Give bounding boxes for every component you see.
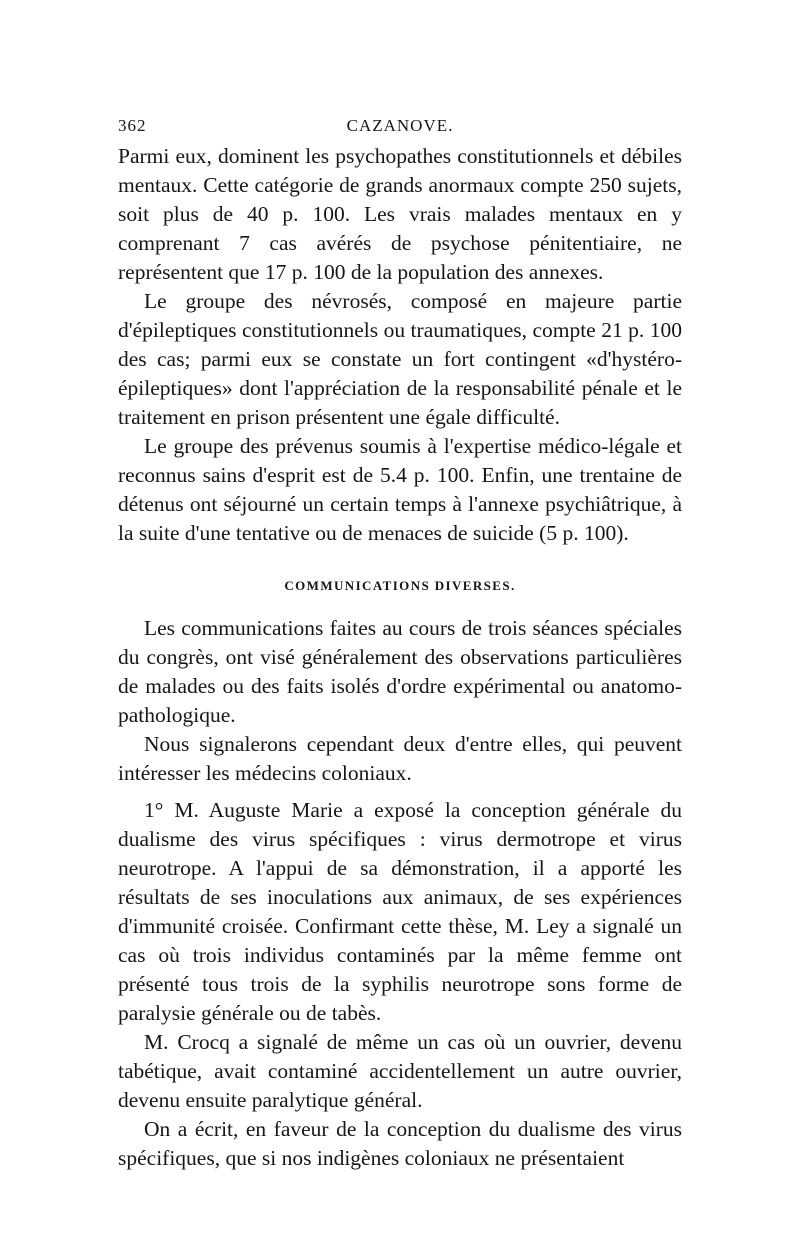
paragraph-psychopathes: Parmi eux, dominent les psychopathes constitutionnels et débiles mentaux. Cette catégorie de grands anormaux compte 250 sujets, soit plus de 40 p. 100. Les vrais malades mentaux en y comprenant 7 cas avérés de psychose pénitentiaire, ne représentent que 17 p. 100 de la population des annexes. [118, 144, 682, 284]
paragraph-prevenus: Le groupe des prévenus soumis à l'expertise médico-légale et reconnus sains d'esprit est de 5.4 p. 100. Enfin, une trentaine de détenus ont séjourné un certain temps à l'annexe psychiâtrique, à la suite d'une tentative ou de menaces de suicide (5 p. 100). [118, 434, 682, 545]
running-header [118, 108, 682, 142]
paragraph-nevroses: Le groupe des névrosés, composé en majeure partie d'épileptiques constitutionnels ou traumatiques, compte 21 p. 100 des cas; parmi eux se constate un fort contingent «d'hystéro-épileptiques» dont l'appréciation de la responsabilité pénale et le traitement en prison présentent une égale difficulté. [118, 289, 682, 429]
page-number: 362 [118, 116, 147, 135]
section-heading: COMMUNICATIONS DIVERSES. [284, 578, 516, 593]
paragraph-signalerons: Nous signalerons cependant deux d'entre elles, qui peuvent intéresser les médecins coloniaux. [118, 732, 682, 785]
paragraph-gap [118, 788, 682, 796]
book-page [118, 108, 682, 1173]
paragraph-communications: Les communications faites au cours de trois séances spéciales du congrès, ont visé généralement des observations particulières de malades ou des faits isolés d'ordre expérimental ou anatomo-pathologique. [118, 616, 682, 727]
running-title: CAZANOVE. [346, 116, 454, 135]
paragraph-auguste-marie: 1° M. Auguste Marie a exposé la conception générale du dualisme des virus spécifiques : virus dermotrope et virus neurotrope. A l'appui de sa démonstration, il a apporté les résultats de ses inoculations aux animaux, de ses expériences d'immunité croisée. Confirmant cette thèse, M. Ley a signalé un cas où trois individus contaminés par la même femme ont présenté tous trois de la syphilis neurotrope sons forme de paralysie générale ou de tabès. [118, 798, 682, 1025]
paragraph-dualisme: On a écrit, en faveur de la conception du dualisme des virus spécifiques, que si nos indigènes coloniaux ne présentaient [118, 1117, 682, 1170]
paragraph-crocq: M. Crocq a signalé de même un cas où un ouvrier, devenu tabétique, avait contaminé accidentellement un autre ouvrier, devenu ensuite paralytique général. [118, 1030, 682, 1112]
